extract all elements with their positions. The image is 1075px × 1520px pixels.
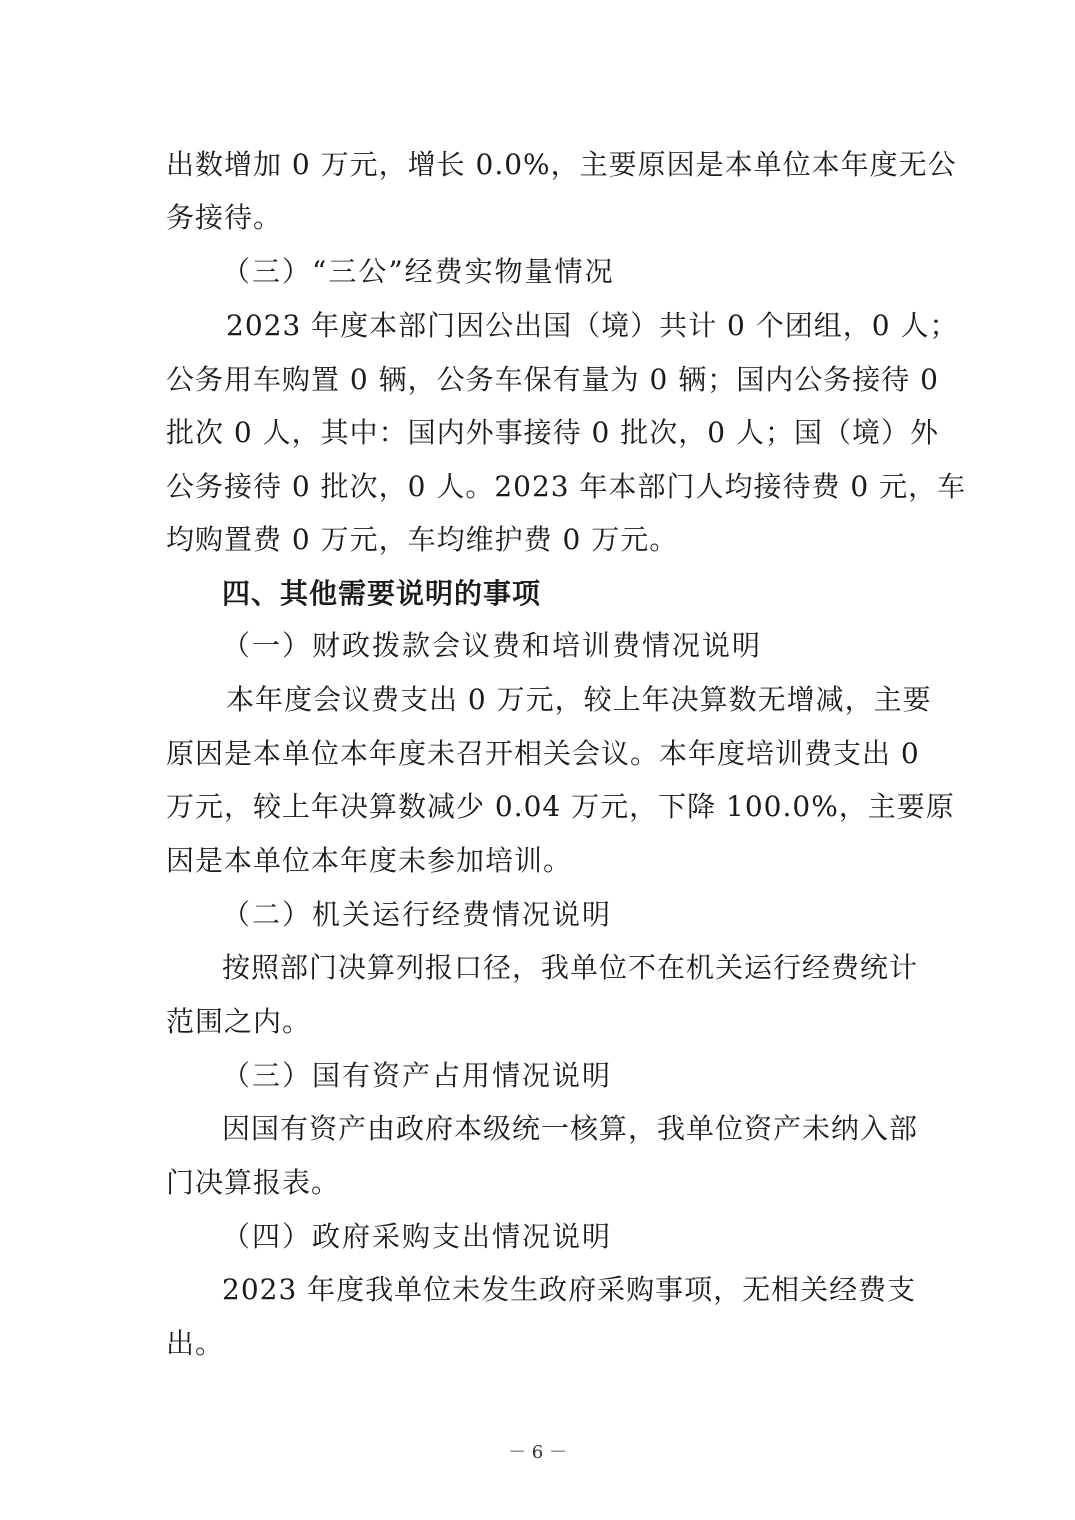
subsection-heading-meeting-training: （一）财政拨款会议费和培训费情况说明: [222, 629, 763, 662]
body-text-line: 公务用车购置 0 辆，公务车保有量为 0 辆；国内公务接待 0: [166, 363, 939, 396]
subsection-heading-three-public-physical: （三）“三公”经费实物量情况: [222, 255, 615, 288]
body-text-line: 因国有资产由政府本级统一核算，我单位资产未纳入部: [222, 1112, 919, 1145]
body-text-line: 本年度会议费支出 0 万元，较上年决算数无增减，主要: [226, 683, 932, 716]
body-text-line: 按照部门决算列报口径，我单位不在机关运行经费统计: [222, 951, 919, 984]
subsection-heading-government-procurement: （四）政府采购支出情况说明: [222, 1220, 613, 1253]
body-text-line: 万元，较上年决算数减少 0.04 万元，下降 100.0%，主要原: [166, 790, 955, 823]
subsection-heading-operating-funds: （二）机关运行经费情况说明: [222, 898, 613, 931]
subsection-heading-state-assets: （三）国有资产占用情况说明: [222, 1059, 613, 1092]
body-text-line: 原因是本单位本年度未召开相关会议。本年度培训费支出 0: [166, 737, 920, 770]
body-text-line: 出。: [166, 1327, 225, 1360]
body-text-line: 门决算报表。: [166, 1166, 341, 1199]
body-text-line: 务接待。: [166, 201, 283, 234]
body-text-line: 批次 0 人，其中：国内外事接待 0 批次，0 人；国（境）外: [166, 416, 939, 449]
page-number: － 6 －: [508, 1442, 567, 1463]
section-heading-other-matters: 四、其他需要说明的事项: [222, 577, 542, 610]
body-text-line: 均购置费 0 万元，车均维护费 0 万元。: [166, 523, 679, 556]
body-text-line: 出数增加 0 万元，增长 0.0%，主要原因是本单位本年度无公: [166, 148, 957, 181]
body-text-line: 因是本单位本年度未参加培训。: [166, 844, 573, 877]
body-text-line: 2023 年度我单位未发生政府采购事项，无相关经费支: [222, 1273, 917, 1306]
body-text-line: 2023 年度本部门因公出国（境）共计 0 个团组，0 人；: [226, 309, 959, 342]
body-text-line: 范围之内。: [166, 1005, 312, 1038]
body-text-line: 公务接待 0 批次，0 人。2023 年本部门人均接待费 0 元，车: [166, 470, 967, 503]
